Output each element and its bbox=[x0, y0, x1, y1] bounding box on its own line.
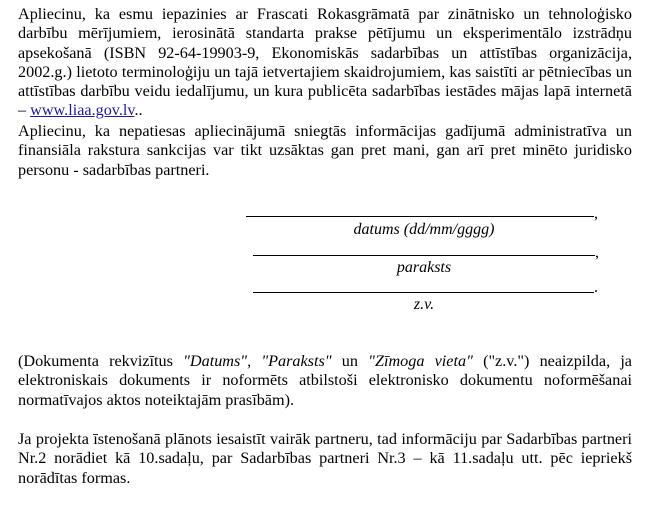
note-open: (Dokumenta rekvizītus bbox=[18, 352, 184, 370]
signature-label: paraksts bbox=[396, 259, 452, 276]
term-signature: "Paraksts" bbox=[261, 352, 332, 370]
signature-punct: , bbox=[595, 244, 599, 261]
note-sep1: , bbox=[247, 352, 262, 370]
term-seal: "Zīmoga vieta" bbox=[368, 352, 473, 370]
declaration-text: Apliecinu, ka esmu iepazinies ar Frascati Rokasgrāmatā par zinātnisko un tehnoloģisko darbību mērījumiem, ierosinātā standarta prakse pētījumu un eksperimentālo izstrādņu apsekošanā (ISBN 92-64-19903-9, Ekonomiskās sadarbības un attīstības organizācija, 2002.g.) lietoto terminoloģiju un tajā ietvertajiem skaidrojumiem, kas saistīti ar pētniecības un attīstības darbību veidu iedalījumu, un kura publicēta sadarbības iestādes mājas lapā internetā – bbox=[18, 5, 632, 120]
seal-label: z.v. bbox=[413, 296, 435, 313]
requisites-note-paragraph bbox=[18, 352, 632, 410]
seal-line[interactable] bbox=[253, 292, 594, 293]
date-label: datums (dd/mm/gggg) bbox=[353, 221, 495, 238]
note-sep2: un bbox=[331, 352, 369, 370]
signature-line[interactable] bbox=[253, 255, 595, 256]
liaa-website-link[interactable]: www.liaa.gov.lv bbox=[30, 101, 135, 120]
note-rest: ("z.v.") neaizpilda, ja elektroniskais dokuments ir noformēts atbilstoši elektronisko dokumentu noformēšanai normatīvajos aktos noteiktajām prasībām). bbox=[18, 352, 632, 409]
link-suffix: .. bbox=[134, 101, 143, 120]
declaration-paragraph-frascati bbox=[18, 5, 632, 121]
term-date: "Datums" bbox=[183, 352, 248, 370]
seal-punct: . bbox=[594, 279, 598, 296]
partners-instruction-paragraph: Ja projekta īstenošanā plānots iesaistīt vairāk partneru, tad informāciju par Sadarbības partneri Nr.2 norādiet kā 10.sadaļu, par Sadarbības partneri Nr.3 – kā 11.sadaļu utt. pēc iepriekš norādītas formas. bbox=[18, 430, 632, 487]
date-punct: , bbox=[594, 205, 598, 222]
date-line[interactable] bbox=[246, 216, 594, 217]
declaration-paragraph-sanctions: Apliecinu, ka nepatiesas apliecinājumā sniegtās informācijas gadījumā administratīva un finansiāla rakstura sankcijas var tikt uzsāktas gan pret mani, gan arī pret minēto juridisko personu - sadarbības partneri. bbox=[18, 122, 632, 179]
